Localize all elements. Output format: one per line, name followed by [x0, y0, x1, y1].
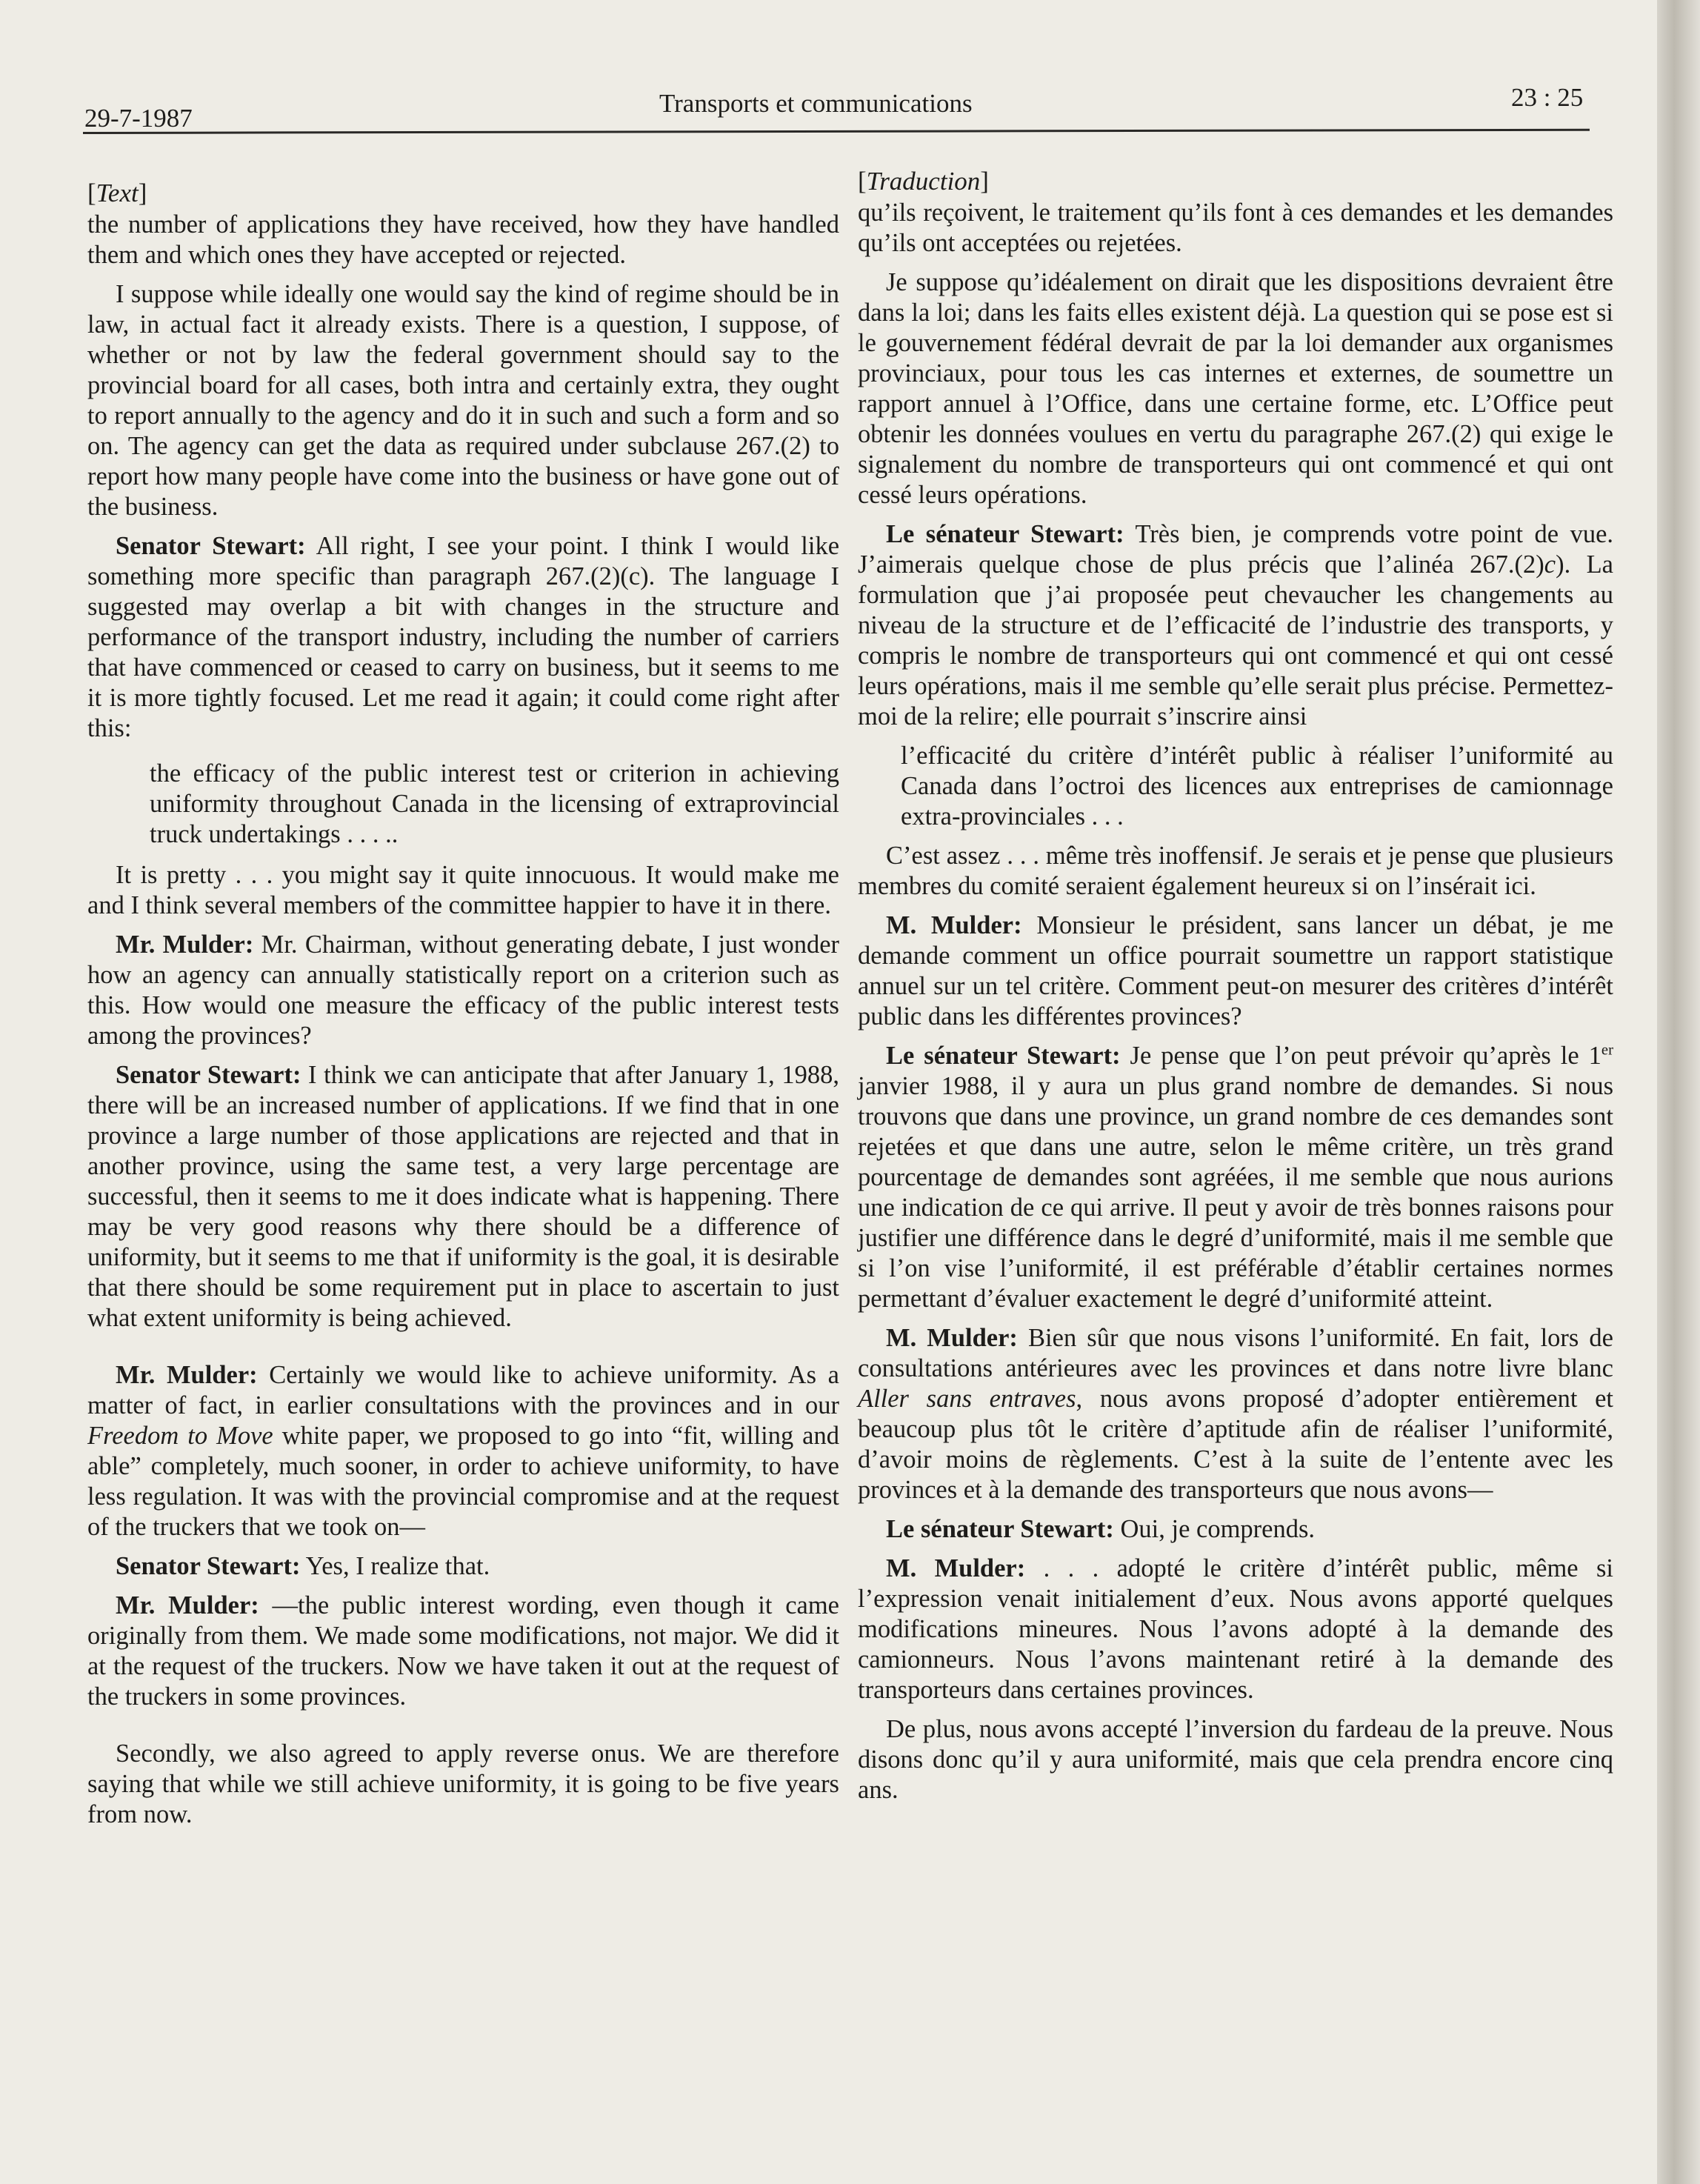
- paragraph: I suppose while ideally one would say the kind of regime should be in law, in actual fact it already exists. There is a question, I suppose, of whether or not by law the federal government should say to the provincial board for all cases, both intra and certainly extra, they ought to report annually to the agency and do it in such and such a form and so on. The agency can get the data as required under subclause 267.(2) to report how many people have come into the business or have gone out of the business.: [87, 280, 839, 521]
- speaker-name: M. Mulder:: [886, 911, 1022, 939]
- speech-paragraph: Senator Stewart: I think we can anticipate that after January 1, 1988, there will be an increased number of applications. If we find that in one province a large number of those applications are rejected and that in another province, using the same test, a very large percentage are successful, then it seems to me it does indicate what is happening. There may be very good reasons why there should be a difference of uniformity, but it seems to me that if uniformity is the goal, it is desirable that there should be some requirement put in place to ascertain to just what extent uniformity is being achieved.: [87, 1061, 839, 1332]
- header-title: Transports et communications: [659, 89, 973, 118]
- header-rule: [83, 129, 1590, 134]
- column-tag: [Text]: [87, 179, 147, 207]
- header-page-number: 23 : 25: [1511, 83, 1584, 112]
- paragraph: Secondly, we also agreed to apply reverse onus. We are therefore saying that while we still achieve uniformity, it is going to be five years from now.: [87, 1739, 839, 1828]
- speaker-name: Senator Stewart:: [116, 1552, 301, 1580]
- paragraph: It is pretty . . . you might say it quite innocuous. It would make me and I think several members of the committee happier to have it in there.: [87, 861, 839, 919]
- speech-paragraph: Mr. Mulder: Mr. Chairman, without generating debate, I just wonder how an agency can annually statistically report on a criterion such as this. How would one measure the efficacy of the public interest tests among the provinces?: [87, 930, 839, 1050]
- binding-edge: [1657, 0, 1700, 2184]
- paragraph: C’est assez . . . même très inoffensif. Je serais et je pense que plusieurs membres du comité seraient également heureux si on l’insérait ici.: [858, 842, 1613, 900]
- column-tag: [Traduction]: [858, 167, 989, 196]
- speaker-name: Le sénateur Stewart:: [886, 1515, 1114, 1543]
- speaker-name: Le sénateur Stewart:: [886, 520, 1124, 548]
- paragraph: qu’ils reçoivent, le traitement qu’ils font à ces demandes et les demandes qu’ils ont acceptées ou rejetées.: [858, 199, 1613, 257]
- speaker-name: Mr. Mulder:: [116, 1361, 258, 1389]
- speech-paragraph: Le sénateur Stewart: Oui, je comprends.: [886, 1515, 1316, 1543]
- speech-paragraph: M. Mulder: . . . adopté le critère d’intérêt public, même si l’expression venait initialement d’eux. Nous avons apporté quelques modifications mineures. Nous l’avons adopté à la demande des camionneurs. Nous l’avons maintenant retiré à la demande des transporteurs dans certaines provinces.: [858, 1554, 1613, 1704]
- block-quote: the efficacy of the public interest test or criterion in achieving uniformity throughout Canada in the licensing of extraprovincial truck undertakings . . . ..: [150, 759, 839, 848]
- speaker-name: Le sénateur Stewart:: [886, 1042, 1121, 1070]
- speaker-name: Mr. Mulder:: [116, 930, 254, 959]
- french-column: [858, 166, 1613, 1814]
- speaker-name: M. Mulder:: [886, 1554, 1026, 1582]
- speech-paragraph: Mr. Mulder: Certainly we would like to achieve uniformity. As a matter of fact, in earlier consultations with the provinces and in our Freedom to Move white paper, we proposed to go into “fit, willing and able” completely, much sooner, in order to achieve uniformity, to have less regulation. It was with the provincial compromise and at the request of the truckers that we took on—: [87, 1361, 839, 1541]
- paragraph: Je suppose qu’idéalement on dirait que les dispositions devraient être dans la loi; dans les faits elles existent déjà. La question qui se pose est si le gouvernement fédéral devrait de par la loi demander aux organismes provinciaux, pour tous les cas internes et externes, de soumettre un rapport annuel à l’Office, dans une certaine forme, etc. L’Office peut obtenir les données voulues en vertu du paragraphe 267.(2) qui exige le signalement du nombre de transporteurs qui ont commencé et qui ont cessé leurs opérations.: [858, 268, 1613, 509]
- speaker-name: Senator Stewart:: [116, 532, 306, 560]
- paragraph: De plus, nous avons accepté l’inversion du fardeau de la preuve. Nous disons donc qu’il y aura uniformité, mais que cela prendra encore cinq ans.: [858, 1715, 1613, 1804]
- paragraph: the number of applications they have received, how they have handled them and which ones they have accepted or rejected.: [87, 210, 839, 269]
- speech-paragraph: M. Mulder: Bien sûr que nous visons l’uniformité. En fait, lors de consultations antérieures avec les provinces et dans notre livre blanc Aller sans entraves, nous avons proposé d’adopter entièrement et beaucoup plus tôt le critère d’aptitude afin de réaliser l’uniformité, d’avoir moins de règlements. C’est à la suite de l’entente avec les provinces et à la demande des transporteurs que nous avons—: [858, 1324, 1613, 1504]
- speech-paragraph: Senator Stewart: Yes, I realize that.: [116, 1552, 490, 1580]
- speech-paragraph: M. Mulder: Monsieur le président, sans lancer un débat, je me demande comment un office pourrait soumettre un rapport statistique annuel sur un tel critère. Comment peut-on mesurer des critères d’intérêt public dans les différentes provinces?: [858, 911, 1614, 1031]
- speech-paragraph: Senator Stewart: All right, I see your point. I think I would like something more specific than paragraph 267.(2)(c). The language I suggested may overlap a bit with changes in the structure and performance of the transport industry, including the number of carriers that have commenced or ceased to carry on business, but it seems to me it is more tightly focused. Let me read it again; it could come right after this:: [87, 532, 840, 742]
- speech-paragraph: Mr. Mulder: —the public interest wording, even though it came originally from them. We made some modifications, not major. We did it at the request of the truckers. Now we have taken it out at the request of the truckers in some provinces.: [87, 1591, 839, 1711]
- speech-paragraph: Le sénateur Stewart: Très bien, je comprends votre point de vue. J’aimerais quelque chose de plus précis que l’alinéa 267.(2)c). La formulation que j’ai proposée peut chevaucher les changements au niveau de la structure et de l’efficacité de l’industrie des transports, y compris le nombre de transporteurs qui ont commencé et qui ont cessé leurs opérations, mais il me semble qu’elle serait plus précise. Permettez-moi de la relire; elle pourrait s’inscrire ainsi: [858, 520, 1614, 730]
- speaker-name: Senator Stewart:: [116, 1061, 301, 1089]
- speaker-name: M. Mulder:: [886, 1324, 1018, 1352]
- speech-paragraph: Le sénateur Stewart: Je pense que l’on peut prévoir qu’après le 1er janvier 1988, il y aura un plus grand nombre de demandes. Si nous trouvons que dans une province, un grand nombre de ces demandes sont rejetées et que dans une autre, selon le même critère, un très grand pourcentage de demandes sont agréées, il me semble que nous aurions une indication de ce qui arrive. Il peut y avoir de très bonnes raisons pour justifier une différence dans le degré d’uniformité, mais il me semble que si l’on vise l’uniformité, il est préférable d’établir certaines normes permettant d’évaluer exactement le degré d’uniformité atteint.: [858, 1042, 1613, 1313]
- english-column: [87, 178, 839, 1839]
- speaker-name: Mr. Mulder:: [116, 1591, 259, 1619]
- header-date: 29-7-1987: [84, 104, 193, 133]
- block-quote: l’efficacité du critère d’intérêt public à réaliser l’uniformité au Canada dans l’octroi des licences aux entreprises de camionnage extra-provinciales . . .: [901, 742, 1613, 830]
